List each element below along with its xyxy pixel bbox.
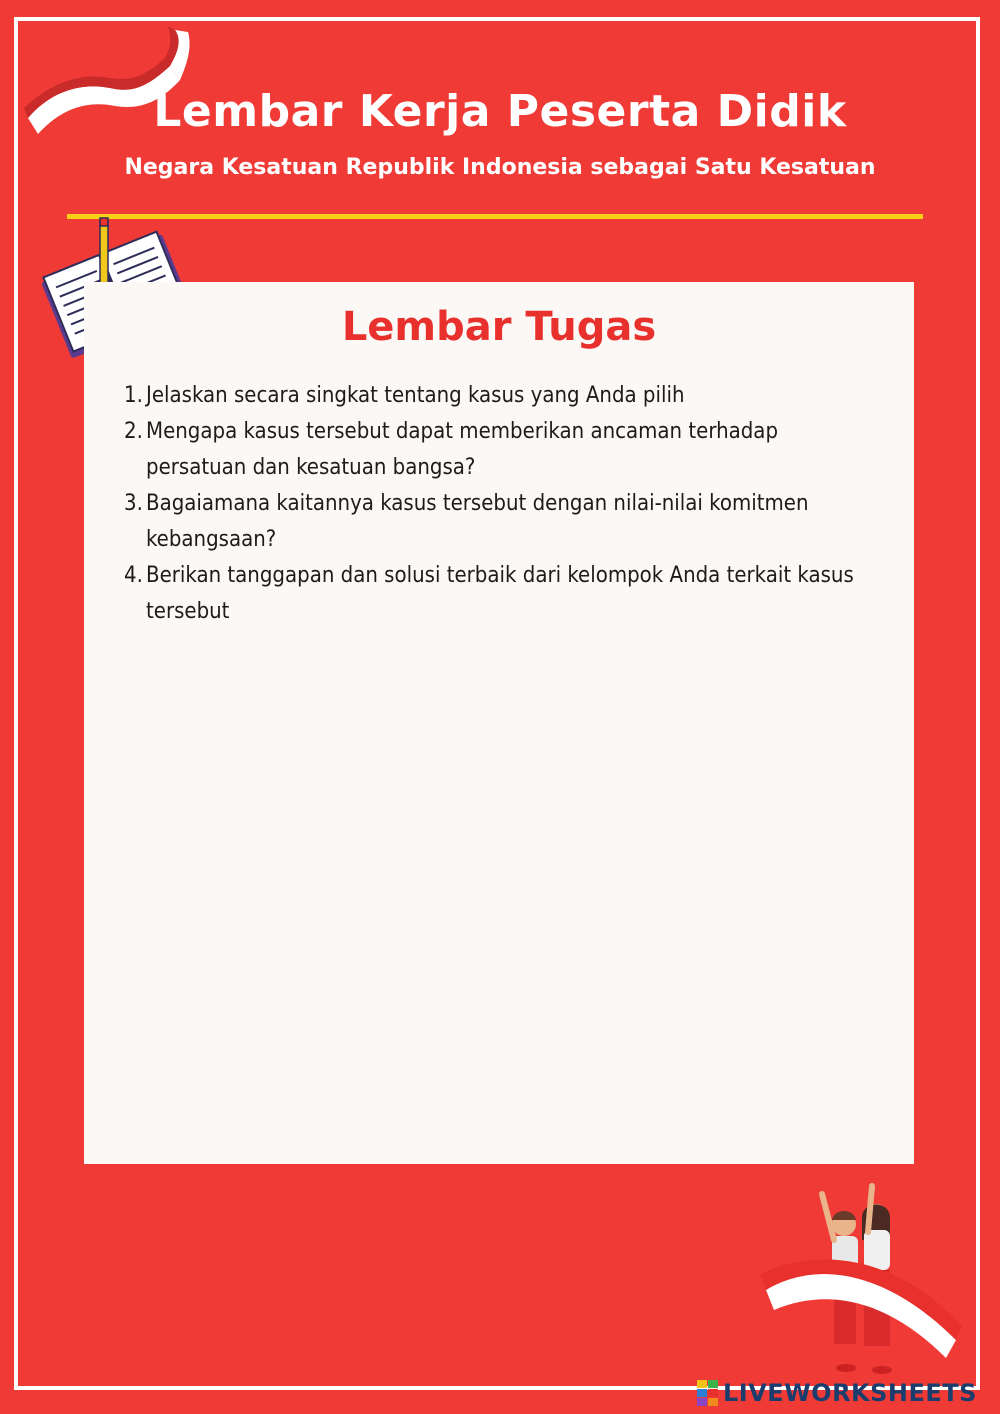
divider: [67, 214, 923, 219]
question-text: Mengapa kasus tersebut dapat memberikan ancaman terhadap persatuan dan kesatuan bangsa?: [146, 419, 779, 480]
page-title: Lembar Kerja Peserta Didik: [153, 86, 847, 137]
question-item: [124, 414, 884, 486]
card-title: Lembar Tugas: [341, 304, 657, 350]
question-number: 4.: [124, 563, 143, 588]
question-item: [124, 486, 884, 558]
watermark-text: LIVEWORKSHEETS: [723, 1379, 977, 1407]
page-subtitle: Negara Kesatuan Republik Indonesia sebagai Satu Kesatuan: [124, 155, 876, 180]
question-item: [124, 378, 884, 414]
question-list: [124, 378, 884, 630]
celebrating-students-illustration: [756, 1180, 976, 1380]
question-number: 3.: [124, 491, 143, 516]
question-text: Jelaskan secara singkat tentang kasus yang Anda pilih: [146, 383, 685, 408]
watermark: [697, 1376, 997, 1410]
question-text: Bagaiamana kaitannya kasus tersebut dengan nilai-nilai komitmen kebangsaan?: [146, 491, 809, 552]
question-item: [124, 558, 884, 630]
task-card: [84, 282, 914, 1164]
question-number: 1.: [124, 383, 143, 408]
liveworksheets-logo-icon: [697, 1380, 719, 1406]
question-text: Berikan tanggapan dan solusi terbaik dari kelompok Anda terkait kasus tersebut: [146, 563, 854, 624]
question-number: 2.: [124, 419, 143, 444]
